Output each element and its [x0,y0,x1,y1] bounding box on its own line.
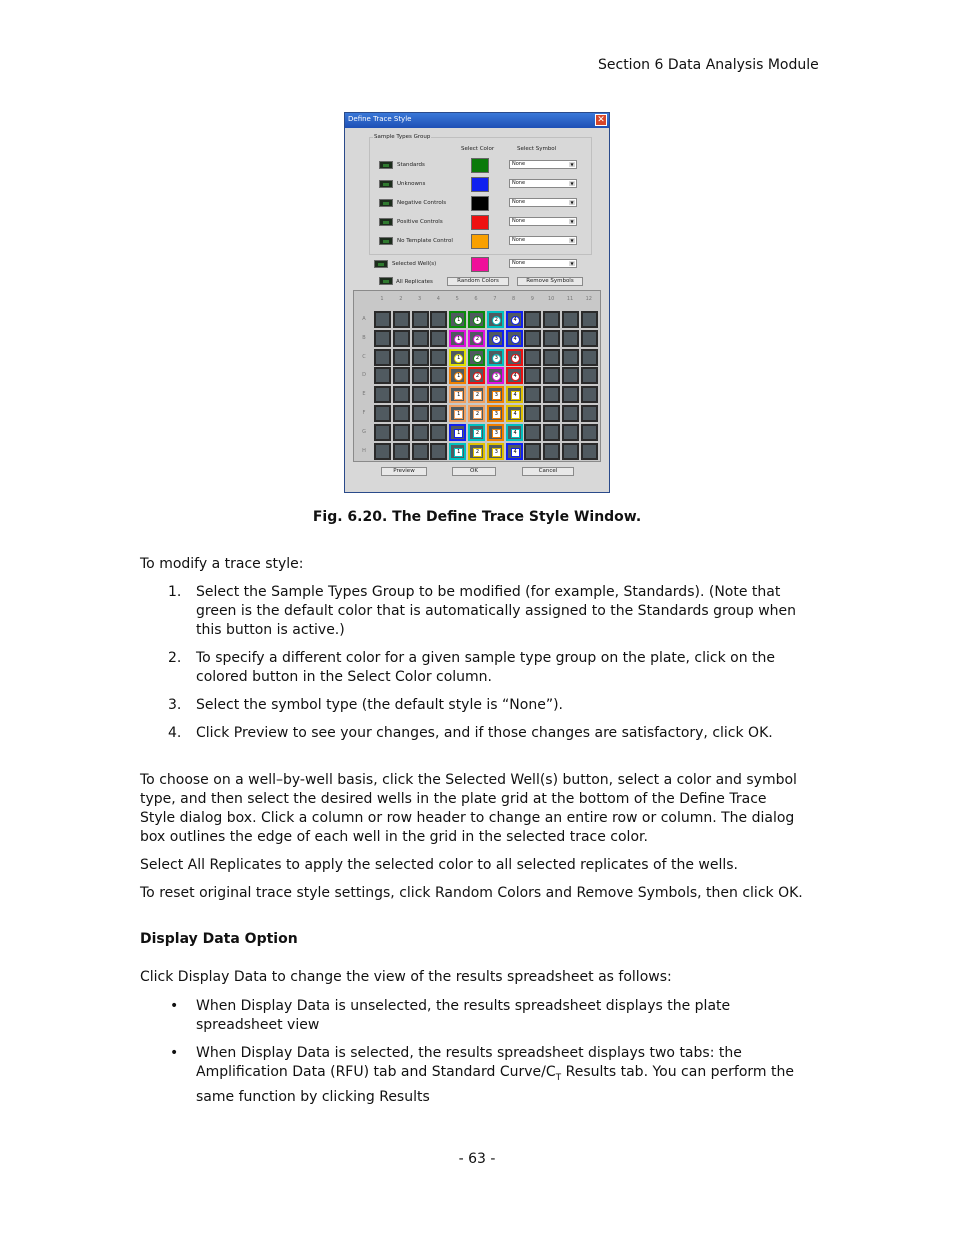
plate-well[interactable] [487,330,504,347]
plate-row-header[interactable]: F [362,410,366,416]
well-symbol: 3 [492,335,501,344]
plate-well[interactable] [374,349,391,366]
all-replicates-toggle[interactable] [379,277,393,285]
plate-well[interactable] [449,349,466,366]
sample-type-label: Positive Controls [397,219,443,225]
plate-well[interactable] [487,443,504,460]
plate-well[interactable] [524,349,541,366]
plate-well[interactable] [449,424,466,441]
well-symbol: 3 [492,354,501,363]
well-symbol: 1 [454,448,463,457]
plate-well[interactable] [412,424,429,441]
plate-well[interactable] [524,424,541,441]
sample-type-color-button[interactable] [471,196,489,211]
close-icon[interactable]: ✕ [595,114,607,126]
select-color-header: Select Color [461,146,495,152]
plate-column-header[interactable]: 10 [548,296,555,302]
plate-well[interactable] [412,443,429,460]
plate-row-header[interactable]: C [362,353,366,360]
sample-type-color-button[interactable] [471,215,489,230]
step-text: Select the Sample Types Group to be modified (for example, Standards). (Note that green is the default color that is automatically assigned to the Standards group when this button is active.) [196,584,797,638]
well-symbol: 4 [511,391,520,400]
plate-well[interactable] [543,405,560,422]
plate-well[interactable] [543,443,560,460]
sample-type-label: Unknowns [397,181,426,187]
plate-well[interactable] [468,311,485,328]
plate-column-header[interactable]: 3 [418,296,422,302]
plate-well[interactable] [524,443,541,460]
step-number: 3. [168,697,182,713]
well-symbol: 4 [511,335,520,344]
plate-column-header[interactable]: 5 [455,296,459,302]
plate-well[interactable] [412,405,429,422]
bullet-text: When Display Data is unselected, the results spreadsheet displays the plate spreadsheet view [196,998,731,1033]
sample-type-symbol-value: None [512,237,526,243]
sample-type-label: No Template Control [397,238,453,244]
plate-column-header[interactable]: 6 [474,296,478,302]
plate-well[interactable] [506,443,523,460]
plate-row-header[interactable]: H [362,447,366,454]
plate-well[interactable] [524,386,541,403]
well-symbol: 2 [473,335,482,344]
plate-well[interactable] [562,330,579,347]
well-symbol: 4 [511,354,520,363]
plate-well[interactable] [581,405,598,422]
plate-well[interactable] [449,311,466,328]
group-label: Sample Types Group [374,134,431,140]
plate-column-header[interactable]: 2 [399,296,403,302]
plate-well[interactable] [449,443,466,460]
well-symbol: 2 [473,354,482,363]
sample-type-symbol-value: None [512,161,526,167]
plate-well[interactable] [524,330,541,347]
step-text: Click Preview to see your changes, and if those changes are satisfactory, click OK. [196,725,773,741]
sample-type-symbol-select[interactable] [509,198,577,207]
plate-well[interactable] [393,443,410,460]
plate-well[interactable] [506,405,523,422]
plate-well[interactable] [468,386,485,403]
bullet-icon: • [170,998,179,1014]
plate-well[interactable] [562,349,579,366]
subscript-t: T [555,1072,562,1083]
step-number: 4. [168,725,182,741]
sample-type-label: Standards [397,162,425,168]
page-header: Section 6 Data Analysis Module [598,57,819,73]
plate-well[interactable] [412,349,429,366]
sample-type-color-button[interactable] [471,177,489,192]
well-symbol: 4 [511,448,520,457]
plate-well[interactable] [581,367,598,384]
sample-type-toggle[interactable] [379,218,393,226]
plate-well[interactable] [543,386,560,403]
plate-well[interactable] [543,311,560,328]
plate-well[interactable] [581,330,598,347]
paragraph-selected-wells: To choose on a well–by-well basis, click the Selected Well(s) button, select a color and symbol type, and then select the desired wells in the plate grid at the bottom of the Define Trace Style dialog box. Click a column or row header to change an entire row or column. The dialog box outlines the edge of each well in the grid in the selected trace color. [140,772,797,845]
plate-well[interactable] [393,424,410,441]
step-text: To specify a different color for a given sample type group on the plate, click on the colored button in the Select Color column. [196,650,776,685]
sample-type-symbol-select[interactable] [509,160,577,169]
sample-type-color-button[interactable] [471,158,489,173]
plate-well[interactable] [543,349,560,366]
plate-well[interactable] [581,443,598,460]
select-symbol-header: Select Symbol [517,146,557,152]
plate-row-header[interactable]: G [362,428,366,435]
plate-well[interactable] [468,367,485,384]
plate-well[interactable] [412,386,429,403]
section-heading: Display Data Option [140,931,298,947]
well-symbol: 3 [492,448,501,457]
well-symbol: 3 [492,429,501,438]
plate-well[interactable] [506,311,523,328]
plate-well[interactable] [449,386,466,403]
all-replicates-label: All Replicates [396,279,433,285]
plate-well[interactable] [374,367,391,384]
dialog-titlebar [345,113,609,128]
bullet-text [196,1044,821,1107]
plate-well[interactable] [374,405,391,422]
sample-type-toggle[interactable] [379,161,393,169]
plate-well[interactable] [393,367,410,384]
plate-well[interactable] [487,405,504,422]
plate-well[interactable] [412,367,429,384]
selected-wells-symbol-value: None [512,260,526,266]
plate-row-header[interactable]: D [362,372,366,379]
plate-well[interactable] [581,386,598,403]
plate-well[interactable] [468,424,485,441]
plate-well[interactable] [543,367,560,384]
plate-well[interactable] [393,386,410,403]
plate-well[interactable] [449,367,466,384]
selected-wells-color-button[interactable] [471,257,489,272]
remove-symbols-button[interactable]: Remove Symbols [517,277,583,286]
plate-well[interactable] [449,330,466,347]
plate-row-header[interactable]: E [362,391,366,398]
well-symbol: 1 [454,335,463,344]
plate-well[interactable] [506,424,523,441]
plate-well[interactable] [468,443,485,460]
chevron-down-icon: ▼ [570,162,574,167]
chevron-down-icon: ▼ [570,238,574,243]
chevron-down-icon: ▼ [570,200,574,205]
sample-type-color-button[interactable] [471,234,489,249]
plate-well[interactable] [374,330,391,347]
plate-well[interactable] [543,424,560,441]
plate-well[interactable] [562,405,579,422]
plate-well[interactable] [524,367,541,384]
well-symbol: 1 [473,316,482,325]
plate-well[interactable] [524,405,541,422]
random-colors-button[interactable]: Random Colors [447,277,509,286]
plate-well[interactable] [468,349,485,366]
define-trace-style-dialog [344,112,610,493]
chevron-down-icon: ▼ [570,181,574,186]
step-number: 1. [168,584,182,600]
well-symbol: 1 [454,316,463,325]
well-symbol: 2 [473,391,482,400]
plate-well[interactable] [581,424,598,441]
plate-well[interactable] [562,367,579,384]
sample-type-symbol-value: None [512,199,526,205]
plate-well[interactable] [374,443,391,460]
well-symbol: 3 [492,391,501,400]
sample-type-toggle[interactable] [379,199,393,207]
well-symbol: 2 [492,316,501,325]
well-symbol: 2 [473,372,482,381]
paragraph-all-replicates: Select All Replicates to apply the selected color to all selected replicates of the wells. [140,857,738,873]
sample-type-symbol-value: None [512,218,526,224]
bullet-text-part: When Display Data is selected, the results spreadsheet displays two tabs: the Amplification Data (RFU) tab and Standard Curve/C [196,1045,742,1080]
chevron-down-icon: ▼ [570,219,574,224]
plate-column-header[interactable]: 8 [512,296,516,302]
plate-well[interactable] [374,311,391,328]
plate-well[interactable] [430,386,447,403]
plate-well[interactable] [430,424,447,441]
plate-column-header[interactable]: 9 [530,296,534,302]
plate-well[interactable] [430,311,447,328]
well-symbol: 3 [492,410,501,419]
plate-well[interactable] [487,311,504,328]
well-symbol: 3 [492,372,501,381]
plate-well[interactable] [393,349,410,366]
plate-well[interactable] [581,311,598,328]
plate-well[interactable] [468,405,485,422]
ok-button[interactable]: OK [452,467,496,476]
plate-well[interactable] [562,311,579,328]
sample-type-toggle[interactable] [379,180,393,188]
plate-well[interactable] [449,405,466,422]
sample-type-symbol-select[interactable] [509,179,577,188]
sample-type-symbol-select[interactable] [509,236,577,245]
step-number: 2. [168,650,182,666]
chevron-down-icon: ▼ [570,261,574,266]
plate-row-header[interactable]: A [362,316,366,322]
plate-column-header[interactable]: 7 [493,296,497,302]
plate-well[interactable] [506,367,523,384]
plate-well[interactable] [487,424,504,441]
well-symbol: 2 [473,448,482,457]
plate-well[interactable] [487,349,504,366]
plate-well[interactable] [562,386,579,403]
plate-well[interactable] [430,349,447,366]
bullet-text-part: Results tab. You can perform the same function by clicking Results [196,1064,794,1105]
cancel-button[interactable]: Cancel [522,467,574,476]
plate-well[interactable] [487,367,504,384]
plate-row-header[interactable]: B [362,334,366,341]
selected-wells-symbol-select[interactable] [509,259,577,268]
sample-type-toggle[interactable] [379,237,393,245]
plate-well[interactable] [374,386,391,403]
well-symbol: 1 [454,410,463,419]
step-text: Select the symbol type (the default style is “None”). [196,697,563,713]
plate-well[interactable] [562,443,579,460]
plate-column-header[interactable]: 4 [436,296,440,302]
well-symbol: 1 [454,372,463,381]
plate-well[interactable] [543,330,560,347]
well-symbol: 4 [511,429,520,438]
plate-well[interactable] [430,405,447,422]
paragraph-display-data: Click Display Data to change the view of the results spreadsheet as follows: [140,969,672,985]
plate-well[interactable] [430,367,447,384]
plate-well[interactable] [430,330,447,347]
paragraph-reset: To reset original trace style settings, click Random Colors and Remove Symbols, then click OK. [140,885,803,901]
well-symbol: 4 [511,372,520,381]
sample-type-label: Negative Controls [397,200,447,206]
plate-well[interactable] [412,330,429,347]
well-symbol: 1 [454,429,463,438]
intro-text: To modify a trace style: [140,556,304,572]
well-symbol: 4 [511,316,520,325]
well-symbol: 1 [454,391,463,400]
sample-type-symbol-value: None [512,180,526,186]
well-symbol: 2 [473,429,482,438]
selected-wells-toggle[interactable] [374,260,388,268]
plate-well[interactable] [581,349,598,366]
plate-well[interactable] [562,424,579,441]
plate-column-header[interactable]: 11 [566,296,574,302]
plate-well[interactable] [393,330,410,347]
plate-well[interactable] [412,311,429,328]
plate-well[interactable] [430,443,447,460]
well-symbol: 2 [473,410,482,419]
plate-well[interactable] [393,405,410,422]
preview-button[interactable]: Preview [381,467,427,476]
bullet-icon: • [170,1045,179,1061]
plate-well[interactable] [506,330,523,347]
well-symbol: 1 [454,354,463,363]
plate-well[interactable] [393,311,410,328]
plate-well[interactable] [524,311,541,328]
page-number: - 63 - [458,1151,496,1167]
plate-column-header[interactable]: 12 [585,296,592,302]
selected-wells-label: Selected Well(s) [392,261,437,267]
sample-type-symbol-select[interactable] [509,217,577,226]
well-symbol: 4 [511,410,520,419]
plate-well[interactable] [374,424,391,441]
plate-well[interactable] [506,349,523,366]
plate-well[interactable] [506,386,523,403]
dialog-title: Define Trace Style [348,115,412,123]
plate-column-header[interactable]: 1 [380,296,384,302]
plate-well[interactable] [468,330,485,347]
plate-well[interactable] [487,386,504,403]
figure-caption: Fig. 6.20. The Define Trace Style Window. [312,509,642,525]
